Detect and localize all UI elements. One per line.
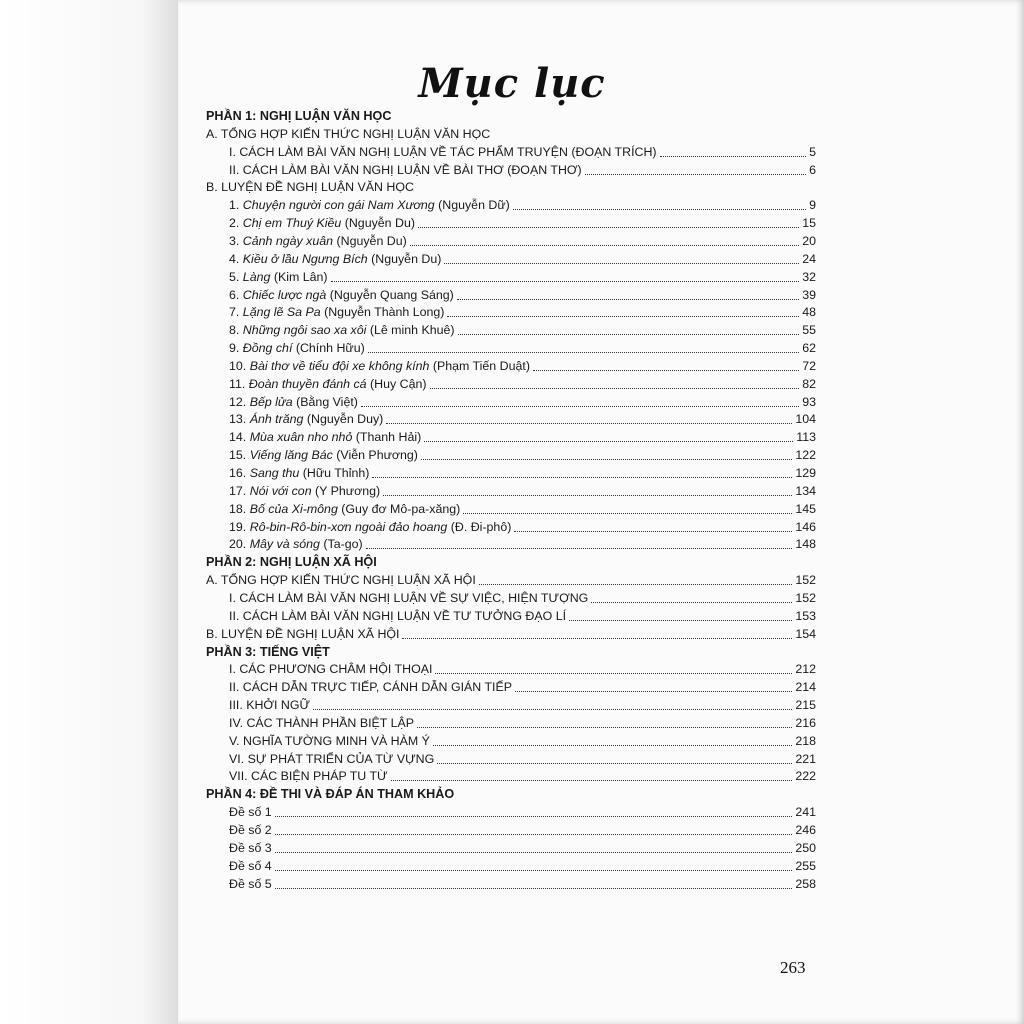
toc-entry: [229, 427, 816, 445]
toc-entry-text: [229, 466, 369, 481]
toc-entry-page: 216: [795, 715, 816, 730]
toc-entry: [229, 338, 816, 356]
toc-entry-author: (Nguyễn Dữ): [438, 198, 510, 213]
toc-entry-text: Đề số 5: [229, 876, 272, 891]
toc-entry-number: 16.: [229, 466, 247, 480]
toc-entry: [229, 856, 816, 874]
toc-entry-page: 250: [795, 840, 816, 855]
toc-entry-title: Đồng chí: [242, 341, 293, 356]
toc-entry: [206, 124, 816, 142]
dot-leader: [514, 531, 792, 532]
toc-entry-title: Bếp lửa: [249, 394, 293, 409]
dot-leader: [383, 495, 792, 496]
toc-entry-title: Làng: [242, 269, 271, 284]
dot-leader: [479, 584, 793, 585]
toc-entry-text: PHẦN 1: NGHỊ LUẬN VĂN HỌC: [206, 109, 392, 123]
toc-entry-page: 218: [795, 733, 816, 748]
dot-leader: [421, 459, 792, 460]
toc-entry: [229, 820, 816, 838]
toc-entry-text: [229, 288, 454, 303]
toc-entry-title: Lặng lẽ Sa Pa: [242, 305, 321, 320]
toc-entry: [229, 766, 816, 784]
toc-entry-page: 212: [795, 662, 816, 677]
toc-entry: [229, 838, 816, 856]
toc-entry-number: 9.: [229, 341, 240, 356]
dot-leader: [366, 548, 793, 549]
toc-entry-text: A. TỔNG HỢP KIẾN THỨC NGHỊ LUẬN XÃ HỘI: [206, 573, 476, 588]
dot-leader: [275, 852, 793, 853]
toc-entry-page: 148: [795, 537, 816, 552]
toc-entry-author: (Thanh Hải): [355, 430, 422, 445]
toc-entry-author: (Bằng Việt): [296, 394, 358, 409]
toc-entry-text: [229, 305, 444, 320]
toc-entry-text: I. CÁCH LÀM BÀI VĂN NGHỊ LUẬN VỀ SỰ VIỆC, HIỆN TƯỢNG: [229, 590, 589, 605]
toc-entry-page: 152: [795, 573, 816, 588]
toc-entry-number: 14.: [229, 430, 247, 445]
toc-entry-text: VI. SỰ PHÁT TRIỂN CỦA TỪ VỰNG: [229, 751, 435, 766]
toc-entry-text: [229, 448, 418, 463]
toc-entry-author: (Ta-go): [323, 537, 363, 552]
dot-leader: [331, 281, 800, 282]
toc-entry-title: Nói với con: [249, 483, 312, 498]
toc-entry: [206, 624, 816, 642]
toc-entry: [206, 784, 816, 802]
dot-leader: [372, 477, 792, 478]
toc-entry: [229, 588, 816, 606]
toc-entry-page: 146: [795, 519, 816, 534]
toc-entry-text: [229, 377, 427, 392]
toc-entry: [229, 409, 816, 427]
toc-entry-number: 10.: [229, 358, 247, 373]
toc-entry-number: 1.: [229, 198, 240, 213]
toc-entry-page: 258: [795, 876, 816, 891]
toc-entry-number: 12.: [229, 394, 247, 409]
toc-entry-page: 154: [795, 626, 816, 641]
dot-leader: [417, 727, 792, 728]
toc-entry-text: [229, 270, 328, 285]
toc-entry-page: 24: [802, 251, 816, 266]
toc-entry-text: [229, 395, 358, 410]
toc-entry-number: 20.: [229, 537, 247, 552]
toc-entry-title: Những ngôi sao xa xôi: [242, 323, 367, 338]
toc-entry-text: [229, 359, 530, 374]
toc-entry: [229, 302, 816, 320]
toc-entry: [229, 802, 816, 820]
toc-entry-number: 3.: [229, 233, 240, 248]
toc-entry: [229, 874, 816, 892]
toc-entry: [206, 552, 816, 570]
toc-entry-page: 55: [802, 323, 816, 338]
toc-entry-number: 17.: [229, 483, 247, 498]
toc-entry: [229, 499, 816, 517]
toc-entry-text: V. NGHĨA TƯỜNG MINH VÀ HÀM Ý: [229, 733, 430, 748]
toc-entry-author: (Phạm Tiến Duật): [432, 358, 530, 373]
toc-entry-author: (Viễn Phương): [336, 448, 418, 463]
toc-entry-author: (Y Phương): [315, 483, 381, 498]
toc-entry-number: 5.: [229, 269, 240, 284]
toc-entry-number: 18.: [229, 501, 247, 516]
toc-entry: [206, 106, 816, 124]
toc-entry-number: 11.: [229, 376, 246, 391]
toc-entry-text: IV. CÁC THÀNH PHẦN BIỆT LẬP: [229, 715, 414, 730]
toc-entry-text: Đề số 1: [229, 805, 272, 820]
dot-leader: [515, 691, 792, 692]
toc-entry-page: 246: [795, 823, 816, 837]
toc-entry-text: [229, 412, 383, 427]
toc-entry: [229, 677, 816, 695]
toc-entry-page: 82: [802, 376, 816, 391]
toc-entry-author: (Nguyễn Thành Long): [324, 305, 445, 320]
toc-entry: [229, 195, 816, 213]
dot-leader: [437, 763, 792, 764]
toc-entry-title: Ánh trăng: [249, 412, 304, 427]
toc-entry-text: [229, 502, 460, 517]
toc-entry-page: 255: [795, 858, 816, 873]
toc-entry-author: (Huy Cận): [370, 376, 427, 391]
toc-entry-title: Chiếc lược ngà: [242, 287, 327, 302]
toc-entry-text: [229, 537, 363, 552]
toc-entry-text: II. CÁCH DẪN TRỰC TIẾP, CÁNH DẪN GIÁN TIẾP: [229, 680, 512, 695]
toc-entry-author: (Chính Hữu): [295, 341, 365, 356]
toc-entry-page: 20: [802, 233, 816, 248]
toc-entry-text: [229, 252, 441, 267]
dot-leader: [433, 745, 792, 746]
toc-entry-text: I. CÁCH LÀM BÀI VĂN NGHỊ LUẬN VỀ TÁC PHẨM TRUYỆN (ĐOẠN TRÍCH): [229, 144, 657, 159]
toc-entry: [229, 731, 816, 749]
toc-entry-page: 113: [796, 430, 816, 445]
toc-entry-text: B. LUYỆN ĐỀ NGHỊ LUẬN VĂN HỌC: [206, 180, 414, 195]
dot-leader: [533, 370, 799, 371]
toc-entry: [206, 177, 816, 195]
toc-entry-page: 39: [802, 287, 816, 302]
toc-entry-text: II. CÁCH LÀM BÀI VĂN NGHỊ LUẬN VỀ BÀI THƠ (ĐOẠN THƠ): [229, 162, 582, 177]
toc-entry-text: B. LUYỆN ĐỀ NGHỊ LUẬN XÃ HỘI: [206, 626, 400, 641]
dot-leader: [513, 209, 806, 210]
toc-entry-text: Đề số 3: [229, 840, 272, 855]
toc-entry: [229, 659, 816, 677]
toc-entry-page: 62: [802, 341, 816, 356]
toc-entry: [229, 445, 816, 463]
dot-leader: [444, 263, 799, 264]
dot-leader: [361, 406, 799, 407]
dot-leader: [418, 227, 799, 228]
toc-entry-page: 241: [795, 805, 816, 820]
toc-entry-text: VII. CÁC BIỆN PHÁP TU TỪ: [229, 769, 388, 784]
toc-entry-author: (Nguyễn Du): [344, 216, 415, 231]
toc-entry-author: (Nguyễn Du): [336, 233, 407, 248]
toc-entry-text: I. CÁC PHƯƠNG CHÂM HỘI THOẠI: [229, 662, 433, 677]
dot-leader: [275, 870, 793, 871]
toc-entry: [229, 285, 816, 303]
toc-entry-page: 152: [795, 590, 816, 605]
toc-entry-text: [229, 198, 510, 213]
toc-entry-title: Sang thu: [249, 466, 300, 480]
toc-entry: [229, 695, 816, 713]
toc-entry-number: 13.: [229, 412, 247, 427]
toc-entry: [229, 142, 816, 160]
toc-entry-title: Bố của Xi-mông: [249, 501, 338, 516]
toc-entry-text: PHẦN 3: TIẾNG VIỆT: [206, 644, 330, 659]
dot-leader: [275, 834, 793, 835]
toc-entry-text: [229, 484, 380, 499]
toc-entry-page: 129: [795, 466, 816, 480]
toc-entry-page: 214: [795, 680, 816, 695]
dot-leader: [430, 388, 800, 389]
toc-entry: [229, 231, 816, 249]
toc-entry: [229, 713, 816, 731]
toc-entry-page: 15: [802, 216, 816, 231]
toc-entry-page: 104: [795, 412, 816, 427]
toc-entry-text: PHẦN 2: NGHỊ LUẬN XÃ HỘI: [206, 555, 377, 570]
toc-entry-author: (Nguyễn Du): [371, 251, 442, 266]
toc-entry-number: 6.: [229, 287, 240, 302]
toc-entry-page: 6: [809, 162, 816, 177]
toc-entry: [229, 749, 816, 767]
toc-entry: [229, 463, 816, 481]
toc-entry-page: 72: [802, 358, 816, 373]
toc-entry: [206, 570, 816, 588]
toc-entry-number: 15.: [229, 448, 247, 463]
toc-entry-page: 145: [795, 501, 816, 516]
toc-entry: [206, 642, 816, 660]
page-number: 263: [780, 958, 806, 977]
dot-leader: [463, 513, 792, 514]
toc-entry-title: Cảnh ngày xuân: [242, 233, 334, 248]
toc-entry-author: (Lê minh Khuê): [369, 323, 455, 338]
toc-entry-text: III. KHỞI NGỮ: [229, 698, 311, 713]
toc-entry-title: Mùa xuân nho nhỏ: [249, 430, 353, 445]
toc-entry: [229, 160, 816, 178]
toc-entry-text: PHẦN 4: ĐỀ THI VÀ ĐÁP ÁN THAM KHẢO: [206, 787, 455, 802]
toc-entry: [229, 320, 816, 338]
toc-entry-number: 7.: [229, 305, 240, 320]
toc-entry-title: Chuyện người con gái Nam Xương: [242, 198, 435, 213]
dot-leader: [569, 620, 792, 621]
dot-leader: [275, 816, 793, 817]
toc-entry-page: 5: [809, 144, 816, 159]
toc-entry-title: Viếng lăng Bác: [249, 448, 333, 463]
toc-entry-author: (Nguyễn Duy): [306, 412, 384, 427]
toc-entry-author: (Đ. Đi-phô): [450, 519, 512, 534]
toc-entry-title: Rô-bin-Rô-bin-xơn ngoài đảo hoang: [249, 519, 448, 534]
toc-entry-number: 4.: [229, 251, 240, 266]
toc-entry-text: [229, 341, 365, 356]
dot-leader: [391, 780, 793, 781]
dot-leader: [435, 673, 792, 674]
toc-entry: [229, 606, 816, 624]
toc-entry: [229, 249, 816, 267]
toc-entry-page: 9: [809, 198, 816, 213]
toc-entry-text: [229, 234, 407, 249]
toc-entry-text: [229, 216, 415, 231]
dot-leader: [458, 334, 800, 335]
dot-leader: [660, 156, 807, 157]
toc-entry-title: Bài thơ về tiểu đội xe không kính: [249, 358, 430, 373]
toc-entry-text: [229, 430, 421, 445]
toc-entry-page: 93: [802, 394, 816, 409]
dot-leader: [457, 299, 799, 300]
toc-entry: [229, 267, 816, 285]
page-title: Mục lục: [418, 60, 606, 107]
toc-entry-page: 215: [795, 698, 816, 713]
toc-entry-text: II. CÁCH LÀM BÀI VĂN NGHỊ LUẬN VỀ TƯ TƯỞNG ĐẠO LÍ: [229, 608, 567, 623]
dot-leader: [585, 174, 806, 175]
dot-leader: [368, 352, 799, 353]
toc-entry-text: [229, 323, 455, 338]
toc-entry-text: Đề số 4: [229, 858, 272, 873]
toc-entry-number: 8.: [229, 323, 240, 338]
toc-entry: [229, 213, 816, 231]
dot-leader: [410, 245, 799, 246]
toc-entry-text: [229, 520, 511, 535]
dot-leader: [591, 602, 792, 603]
toc-entry: [229, 481, 816, 499]
dot-leader: [424, 441, 793, 442]
toc-entry: [229, 356, 816, 374]
toc-entry-author: (Guy đơ Mô-pa-xăng): [341, 501, 461, 516]
dot-leader: [313, 709, 792, 710]
dot-leader: [402, 638, 792, 639]
toc-entry-title: Kiều ở lầu Ngưng Bích: [242, 251, 368, 266]
toc-entry-number: 2.: [229, 216, 240, 231]
toc-entry-text: A. TỔNG HỢP KIẾN THỨC NGHỊ LUẬN VĂN HỌC: [206, 126, 491, 141]
toc-entry-author: (Kim Lân): [273, 269, 328, 284]
toc-entry: [229, 534, 816, 552]
toc-entry-page: 32: [802, 269, 816, 284]
toc-entry-page: 48: [802, 305, 816, 320]
dot-leader: [447, 316, 799, 317]
toc-entry-number: 19.: [229, 519, 247, 534]
toc-entry: [229, 374, 816, 392]
dot-leader: [386, 423, 792, 424]
toc-entry-author: (Hữu Thỉnh): [302, 466, 370, 480]
toc-entry: [229, 392, 816, 410]
toc-entry-page: 222: [795, 769, 816, 784]
dot-leader: [275, 888, 793, 889]
toc-entry-text: Đề số 2: [229, 823, 272, 837]
toc-entry: [229, 517, 816, 535]
toc-entry-page: 153: [795, 608, 816, 623]
toc-entry-title: Chị em Thuý Kiều: [242, 216, 342, 231]
toc-entry-page: 134: [795, 483, 816, 498]
toc-entry-page: 122: [795, 448, 816, 463]
toc-entry-page: 221: [795, 751, 816, 766]
toc-entry-title: Mây và sóng: [249, 537, 320, 552]
toc-entry-author: (Nguyễn Quang Sáng): [329, 287, 454, 302]
toc-entry-title: Đoàn thuyền đánh cá: [248, 376, 367, 391]
